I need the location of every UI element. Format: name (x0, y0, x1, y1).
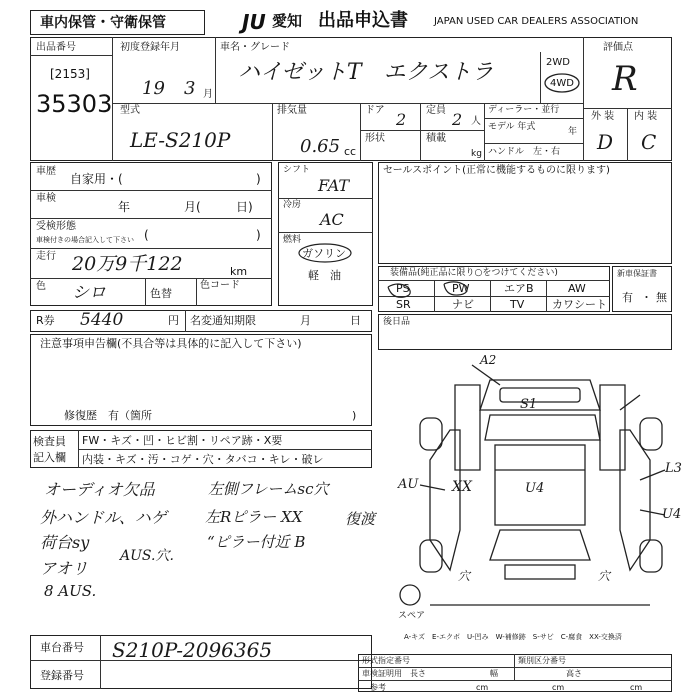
drive-2wd: 2WD (546, 57, 570, 68)
shift-label: シフト (283, 165, 311, 175)
evaluation-label: 評価点 (603, 42, 633, 53)
ref-label: 参考 (370, 683, 386, 692)
acceptance-open: ( (144, 228, 149, 242)
transfer-month: 月 (300, 314, 311, 327)
history-label: 車歴 (36, 166, 56, 177)
remark-8: “ピラー付近 B (207, 533, 306, 551)
equipment-airbag: エアB (504, 282, 534, 295)
capacity-value: 2 (452, 110, 463, 129)
warranty-label: 新車保証書 (617, 269, 657, 278)
model-year-unit: 年 (568, 127, 578, 137)
inspection-month: 月( (184, 200, 201, 214)
car-name-value: ハイゼットT エクストラ (238, 60, 494, 85)
drive-4wd: 4WD (550, 78, 574, 89)
remark-10: 復渡 (345, 510, 376, 528)
load-unit: kg (471, 149, 482, 159)
inspector-row1: FW・キズ・凹・ヒビ割・リペア跡・X要 (82, 434, 283, 447)
cooling-value: AC (320, 210, 344, 229)
mileage-unit: km (230, 265, 248, 278)
displacement-value: 0.65 (300, 136, 341, 157)
association-name: JAPAN USED CAR DEALERS ASSOCIATION (434, 16, 639, 27)
mark-s1: S1 (520, 397, 538, 412)
car-name-label: 車名・グレード (220, 42, 290, 53)
class-number-label: 類別区分番号 (518, 656, 566, 665)
equipment-seat: カワシート (552, 298, 607, 311)
length-label: 長さ (410, 669, 426, 678)
remark-1: オーディオ欠品 (44, 480, 155, 499)
mark-l3: L3 (665, 461, 682, 476)
cm-2: cm (552, 683, 565, 692)
color-code-label: 色コード (200, 280, 240, 291)
form-title: 出品申込書 (318, 10, 408, 31)
legend: A-キズ E-エクボ U-凹み W-補修跡 S-サビ C-腐食 XX-交換済 (404, 633, 622, 641)
inspection-label: 車検 (36, 193, 56, 204)
model-value: LE-S210P (130, 128, 231, 152)
model-label: 型式 (120, 105, 140, 116)
capacity-label: 定員 (426, 105, 446, 116)
height-label: 高さ (566, 669, 582, 678)
interior-grade: C (641, 130, 657, 154)
transfer-day: 日 (350, 314, 361, 327)
mark-au: AU (398, 477, 419, 492)
repair-close: ) (352, 409, 357, 422)
color-label: 色 (36, 281, 46, 292)
color-change-label: 色替 (150, 287, 172, 300)
storage-label: 車内保管・守衛保管 (40, 15, 166, 31)
equipment-tv: TV (510, 298, 525, 311)
remark-4: アオリ (40, 559, 88, 578)
equipment-sr: SR (396, 298, 411, 311)
mileage-label: 走行 (36, 251, 56, 262)
load-label: 積載 (426, 133, 446, 144)
chassis-number: S210P-2096365 (112, 638, 273, 662)
inspector-row2: 内装・キズ・汚・コゲ・穴・タバコ・キレ・破レ (82, 453, 324, 466)
mileage-value: 20万9千122 (72, 253, 183, 275)
equipment-pw: PW (452, 282, 470, 295)
notes-label: 注意事項申告欄(不具合等は具体的に記入して下さい) (40, 337, 302, 350)
mark-xx: XX (452, 479, 472, 495)
equipment-navi: ナビ (452, 298, 474, 311)
org-name: 愛知 (272, 12, 303, 30)
remark-7: 左Rピラー XX (205, 508, 303, 526)
width-label: 幅 (490, 669, 498, 678)
spare-label: スペア (398, 611, 426, 621)
history-close: ) (256, 172, 261, 186)
recycle-label: R券 (36, 314, 55, 327)
form-number-label: 形式指定番号 (362, 656, 410, 665)
dealer-label: ディーラー・並行 (488, 105, 560, 115)
sales-point-label: セールスポイント(正常に機能するものに限ります) (383, 165, 610, 176)
mark-u4-right: U4 (662, 507, 682, 522)
color-value: シロ (72, 283, 106, 303)
recycle-unit: 円 (168, 314, 179, 327)
doors-value: 2 (396, 110, 407, 129)
fuel-label: 燃料 (283, 235, 302, 245)
exterior-grade: D (597, 130, 614, 154)
cert-label: 車検証明用 (362, 669, 402, 678)
remark-2: 外ハンドル、ハゲ (40, 508, 167, 527)
chassis-label: 車台番号 (40, 641, 84, 654)
doors-label: ドア (365, 105, 385, 116)
history-value: 自家用・( (70, 172, 123, 186)
reg-no-label: 登録番号 (40, 669, 84, 682)
remark-9: AUS.穴. (120, 548, 174, 564)
mark-hole-right: 穴 (598, 569, 611, 583)
registration-month: 3 (184, 78, 196, 99)
handle-label: ハンドル 左・右 (488, 147, 561, 157)
inspector-label2: 記入欄 (33, 451, 66, 464)
evaluation-score: R (612, 59, 638, 99)
transfer-label: 名変通知期限 (190, 314, 256, 327)
equipment-label: 装備品(純正品に限り○をつけてください) (390, 268, 558, 278)
registration-label: 初度登録年月 (120, 42, 180, 53)
ju-logo: JU (242, 10, 266, 34)
registration-month-unit: 月 (203, 89, 213, 100)
fuel-diesel: 軽 油 (308, 269, 341, 282)
interior-label: 内 装 (634, 111, 658, 122)
displacement-unit: cc (344, 145, 357, 158)
warranty-no: 無 (656, 291, 667, 304)
equipment-aw: AW (568, 282, 586, 295)
registration-year: 19 (142, 78, 165, 99)
cm-3: cm (630, 683, 643, 692)
recycle-value: 5440 (80, 310, 124, 330)
inspector-label: 検査員 (33, 435, 66, 448)
remark-3: 荷台sy (40, 533, 90, 552)
remark-6: 左側フレームsc穴 (208, 480, 329, 498)
displacement-label: 排気量 (277, 105, 307, 116)
capacity-unit: 人 (471, 116, 481, 127)
lot-bracket: [2153] (50, 67, 90, 81)
inspection-day: 日) (236, 200, 253, 214)
model-year-label: モデル 年式 (488, 122, 536, 132)
equipment-ps: PS (396, 282, 410, 295)
cm-1: cm (476, 683, 489, 692)
acceptance-note: 車検付きの場合記入して下さい (36, 236, 134, 244)
inspection-year: 年 (118, 200, 131, 214)
shift-value: FAT (318, 176, 350, 195)
shape-label: 形状 (365, 133, 385, 144)
fuel-gasoline: ガソリン (302, 247, 346, 260)
acceptance-close: ) (256, 228, 261, 242)
mark-hole-left: 穴 (458, 569, 471, 583)
warranty-yes: 有 (622, 291, 633, 304)
repair-history: 修復歴 有（箇所 (64, 409, 152, 422)
lot-label: 出品番号 (36, 42, 76, 53)
mark-u4-center: U4 (525, 481, 545, 496)
exterior-label: 外 装 (591, 111, 615, 122)
mark-a2: A2 (480, 353, 497, 367)
acceptance-label: 受検形態 (36, 221, 76, 232)
rear-items-label: 後日品 (383, 317, 411, 327)
lot-number: 35303 (36, 90, 113, 118)
remark-5: 8 AUS. (44, 582, 97, 600)
cooling-label: 冷房 (283, 200, 302, 210)
